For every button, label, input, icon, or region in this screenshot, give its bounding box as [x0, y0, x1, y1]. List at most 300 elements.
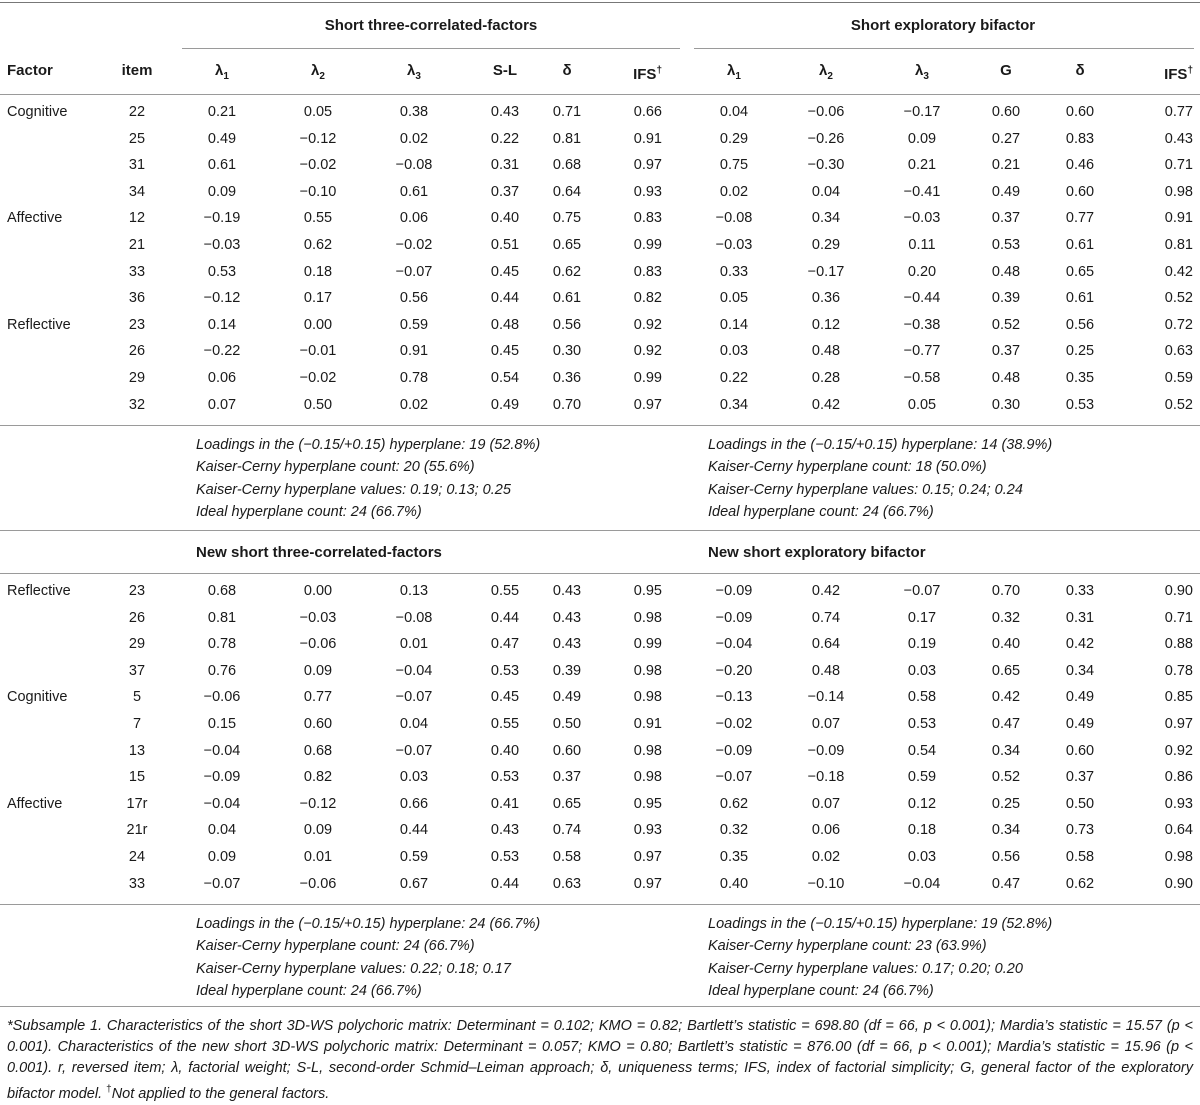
item-number: 33	[128, 263, 146, 280]
table-cell: −0.04	[903, 875, 941, 892]
table-cell: 0.63	[552, 875, 582, 892]
table-cell: −0.22	[203, 343, 241, 360]
table-cell: 0.52	[1164, 290, 1193, 307]
table-cell: 0.14	[719, 316, 749, 333]
item-number: 25	[128, 130, 146, 147]
section-title-rule	[0, 573, 1200, 574]
table-cell: 0.40	[490, 742, 520, 759]
table-cell: 0.60	[1065, 183, 1095, 200]
hyperplane-stat: Loadings in the (−0.15/+0.15) hyperplane: 19 (52.8%)	[708, 916, 1053, 932]
table-cell: 0.49	[991, 183, 1021, 200]
table-cell: 0.90	[1164, 875, 1193, 892]
column-header: $\lambda_1$	[215, 62, 229, 82]
group-header-short-exploratory-bifactor: Short exploratory bifactor	[850, 17, 1036, 34]
table-cell: −0.07	[395, 263, 433, 280]
table-cell: 0.37	[490, 183, 520, 200]
item-number: 21	[128, 237, 146, 253]
table-cell: 0.56	[552, 316, 582, 333]
table-cell: 0.27	[991, 130, 1021, 147]
table-cell: 0.43	[490, 822, 520, 839]
table-cell: 0.77	[1164, 104, 1193, 120]
table-cell: 0.70	[991, 583, 1021, 599]
factor-label: Cognitive	[7, 689, 68, 706]
table-cell: 0.00	[303, 583, 333, 599]
factor-label: Cognitive	[7, 104, 68, 120]
table-cell: 0.52	[991, 316, 1021, 333]
table-cell: 0.44	[399, 822, 429, 839]
table-cell: 0.71	[552, 104, 582, 120]
item-number: 32	[128, 396, 146, 413]
table-cell: 0.44	[490, 875, 520, 892]
hyperplane-stat: Loadings in the (−0.15/+0.15) hyperplane: 14 (38.9%)	[708, 437, 1053, 453]
table-cell: −0.10	[807, 875, 845, 892]
column-header: IFS†	[1164, 65, 1193, 83]
table-cell: 0.54	[490, 370, 520, 386]
table-cell: 0.03	[907, 662, 937, 679]
table-cell: 0.53	[991, 237, 1021, 253]
table-cell: 0.83	[633, 263, 662, 280]
table-cell: −0.41	[903, 183, 941, 200]
table-cell: −0.13	[715, 689, 753, 706]
column-header: Factor	[7, 62, 53, 79]
table-cell: −0.09	[715, 609, 753, 626]
table-cell: 0.43	[552, 636, 582, 653]
table-cell: 0.44	[490, 290, 520, 307]
table-cell: −0.38	[903, 316, 941, 333]
item-number: 17r	[126, 795, 148, 812]
table-cell: 0.74	[552, 822, 582, 839]
table-cell: −0.04	[203, 742, 241, 759]
section-rule	[0, 904, 1200, 905]
table-cell: 0.81	[552, 130, 582, 147]
bottom-rule	[0, 1006, 1200, 1007]
table-cell: 0.55	[303, 210, 333, 227]
column-header: S-L	[492, 62, 518, 79]
table-cell: 0.33	[719, 263, 749, 280]
table-cell: 0.90	[1164, 583, 1193, 599]
table-cell: 0.68	[552, 157, 582, 174]
table-cell: 0.46	[1065, 157, 1095, 174]
table-cell: 0.49	[552, 689, 582, 706]
table-cell: 0.59	[907, 769, 937, 786]
table-cell: 0.09	[207, 849, 237, 865]
table-cell: 0.93	[633, 822, 662, 839]
table-cell: 0.60	[303, 716, 333, 732]
table-cell: 0.65	[552, 237, 582, 253]
table-cell: 0.49	[1065, 689, 1095, 706]
item-number: 13	[128, 742, 146, 759]
table-cell: −0.04	[715, 636, 753, 653]
table-cell: 0.95	[633, 583, 662, 599]
column-header: δ	[562, 62, 572, 79]
table-cell: 0.38	[399, 104, 429, 120]
top-rule	[0, 2, 1200, 3]
table-cell: −0.02	[395, 237, 433, 253]
table-cell: 0.37	[552, 769, 582, 786]
table-cell: −0.30	[807, 157, 845, 174]
table-cell: 0.98	[633, 769, 662, 786]
table-cell: −0.14	[807, 689, 845, 706]
table-cell: −0.07	[203, 875, 241, 892]
table-cell: 0.41	[490, 795, 520, 812]
table-cell: −0.02	[299, 157, 337, 174]
table-cell: 0.37	[1065, 769, 1095, 786]
table-cell: 0.05	[719, 290, 749, 307]
table-cell: −0.19	[203, 210, 241, 227]
table-cell: 0.81	[207, 609, 237, 626]
table-cell: 0.50	[303, 396, 333, 413]
table-cell: 0.47	[991, 716, 1021, 732]
table-cell: 0.61	[1065, 237, 1095, 253]
section-rule	[0, 425, 1200, 426]
hyperplane-stat: Loadings in the (−0.15/+0.15) hyperplane: 24 (66.7%)	[196, 916, 541, 932]
table-cell: 0.12	[907, 795, 937, 812]
table-cell: 0.53	[907, 716, 937, 732]
table-cell: −0.08	[395, 157, 433, 174]
table-cell: 0.99	[633, 370, 662, 386]
table-cell: 0.22	[719, 370, 749, 386]
item-number: 34	[128, 183, 146, 200]
table-cell: 0.65	[1065, 263, 1095, 280]
table-cell: 0.61	[207, 157, 237, 174]
column-header: $\lambda_3$	[915, 62, 929, 82]
item-number: 26	[128, 609, 146, 626]
item-number: 29	[128, 636, 146, 653]
table-cell: 0.04	[719, 104, 749, 120]
table-cell: 0.61	[1065, 290, 1095, 307]
table-cell: 0.62	[1065, 875, 1095, 892]
table-cell: 0.25	[991, 795, 1021, 812]
table-cell: 0.00	[303, 316, 333, 333]
table-cell: −0.03	[903, 210, 941, 227]
table-cell: 0.91	[399, 343, 429, 360]
table-cell: 0.02	[399, 396, 429, 413]
item-number: 24	[128, 849, 146, 865]
table-cell: 0.21	[991, 157, 1021, 174]
table-cell: 0.39	[552, 662, 582, 679]
table-cell: 0.82	[633, 290, 662, 307]
item-number: 22	[128, 104, 146, 120]
hyperplane-stat: Ideal hyperplane count: 24 (66.7%)	[708, 982, 934, 999]
table-cell: 0.58	[1065, 849, 1095, 865]
table-cell: 0.52	[1164, 396, 1193, 413]
table-cell: 0.60	[1065, 742, 1095, 759]
table-cell: 0.42	[811, 583, 841, 599]
table-cell: 0.45	[490, 343, 520, 360]
table-cell: 0.04	[207, 822, 237, 839]
table-cell: 0.65	[552, 795, 582, 812]
table-cell: 0.64	[1164, 822, 1193, 839]
table-cell: 0.45	[490, 263, 520, 280]
table-cell: 0.42	[991, 689, 1021, 706]
table-cell: 0.91	[633, 716, 662, 732]
table-cell: 0.55	[490, 716, 520, 732]
table-cell: 0.64	[552, 183, 582, 200]
table-cell: 0.42	[1164, 263, 1193, 280]
table-cell: 0.43	[552, 583, 582, 599]
table-cell: 0.59	[399, 849, 429, 865]
table-cell: 0.83	[1065, 130, 1095, 147]
table-cell: 0.34	[991, 742, 1021, 759]
table-cell: 0.33	[1065, 583, 1095, 599]
table-cell: 0.62	[303, 237, 333, 253]
table-cell: 0.22	[490, 130, 520, 147]
table-cell: 0.98	[1164, 183, 1193, 200]
table-cell: 0.78	[399, 370, 429, 386]
item-number: 23	[128, 583, 146, 599]
table-cell: 0.49	[1065, 716, 1095, 732]
section-divider	[0, 530, 1200, 531]
table-cell: 0.28	[811, 370, 841, 386]
table-cell: −0.03	[299, 609, 337, 626]
table-cell: 0.98	[1164, 849, 1193, 865]
table-cell: 0.56	[1065, 316, 1095, 333]
table-cell: 0.01	[399, 636, 429, 653]
header-rule	[0, 94, 1200, 95]
table-cell: −0.06	[203, 689, 241, 706]
table-cell: 0.98	[633, 689, 662, 706]
table-cell: −0.07	[395, 689, 433, 706]
table-cell: 0.03	[907, 849, 937, 865]
table-cell: −0.03	[715, 237, 753, 253]
table-cell: −0.03	[203, 237, 241, 253]
table-cell: 0.48	[490, 316, 520, 333]
hyperplane-stat: Kaiser-Cerny hyperplane values: 0.15; 0.24; 0.24	[708, 481, 1023, 498]
table-cell: 0.93	[633, 183, 662, 200]
table-cell: 0.35	[1065, 370, 1095, 386]
table-cell: 0.60	[552, 742, 582, 759]
table-cell: 0.40	[991, 636, 1021, 653]
item-number: 29	[128, 370, 146, 386]
table-cell: 0.36	[552, 370, 582, 386]
table-cell: 0.65	[991, 662, 1021, 679]
table-cell: 0.97	[633, 396, 662, 413]
table-cell: 0.09	[907, 130, 937, 147]
hyperplane-stat: Ideal hyperplane count: 24 (66.7%)	[196, 982, 422, 999]
column-header: $\lambda_2$	[311, 62, 325, 82]
table-cell: −0.07	[395, 742, 433, 759]
table-cell: 0.48	[991, 370, 1021, 386]
item-number: 5	[132, 689, 142, 706]
item-number: 15	[128, 769, 146, 786]
table-cell: 0.97	[633, 157, 662, 174]
table-cell: 0.77	[1065, 210, 1095, 227]
table-cell: 0.97	[633, 849, 662, 865]
table-cell: 0.30	[991, 396, 1021, 413]
hyperplane-stat: Kaiser-Cerny hyperplane count: 23 (63.9%)	[708, 938, 987, 955]
table-cell: 0.67	[399, 875, 429, 892]
table-cell: 0.56	[399, 290, 429, 307]
table-cell: 0.74	[811, 609, 841, 626]
table-cell: −0.12	[203, 290, 241, 307]
table-cell: 0.71	[1164, 609, 1193, 626]
table-cell: 0.48	[811, 662, 841, 679]
table-cell: 0.34	[1065, 662, 1095, 679]
table-cell: −0.10	[299, 183, 337, 200]
factor-label: Reflective	[7, 316, 71, 333]
table-cell: −0.07	[903, 583, 941, 599]
table-cell: 0.40	[490, 210, 520, 227]
table-cell: 0.91	[633, 130, 662, 147]
table-cell: 0.32	[991, 609, 1021, 626]
table-cell: 0.07	[811, 795, 841, 812]
table-cell: 0.92	[633, 316, 662, 333]
table-cell: 0.71	[1164, 157, 1193, 174]
table-cell: 0.97	[1164, 716, 1193, 732]
table-cell: 0.06	[811, 822, 841, 839]
table-cell: 0.92	[633, 343, 662, 360]
table-cell: 0.43	[552, 609, 582, 626]
table-cell: 0.44	[490, 609, 520, 626]
table-cell: 0.91	[1164, 210, 1193, 227]
table-cell: 0.29	[719, 130, 749, 147]
table-cell: 0.02	[399, 130, 429, 147]
table-cell: 0.42	[811, 396, 841, 413]
table-cell: 0.86	[1164, 769, 1193, 786]
table-cell: 0.39	[991, 290, 1021, 307]
table-cell: 0.21	[907, 157, 937, 174]
table-cell: 0.60	[991, 104, 1021, 120]
table-cell: 0.32	[719, 822, 749, 839]
table-cell: 0.75	[552, 210, 582, 227]
column-header: δ	[1075, 62, 1085, 79]
item-number: 33	[128, 875, 146, 892]
column-header: item	[121, 62, 153, 79]
table-cell: 0.05	[303, 104, 333, 120]
section-title-new-short-exploratory-bifactor: New short exploratory bifactor	[708, 544, 926, 561]
table-cell: 0.92	[1164, 742, 1193, 759]
column-header: $\lambda_2$	[819, 62, 833, 82]
table-cell: 0.17	[907, 609, 937, 626]
table-cell: 0.53	[490, 849, 520, 865]
table-cell: 0.49	[207, 130, 237, 147]
table-cell: 0.58	[552, 849, 582, 865]
table-cell: 0.62	[552, 263, 582, 280]
table-cell: 0.53	[490, 662, 520, 679]
table-cell: 0.93	[1164, 795, 1193, 812]
table-cell: 0.66	[399, 795, 429, 812]
table-cell: 0.55	[490, 583, 520, 599]
table-cell: 0.29	[811, 237, 841, 253]
hyperplane-stat: Loadings in the (−0.15/+0.15) hyperplane: 19 (52.8%)	[196, 437, 541, 453]
table-cell: 0.81	[1164, 237, 1193, 253]
table-cell: 0.18	[907, 822, 937, 839]
table-cell: −0.01	[299, 343, 337, 360]
table-cell: 0.64	[811, 636, 841, 653]
table-cell: 0.98	[633, 609, 662, 626]
table-cell: 0.37	[991, 210, 1021, 227]
table-cell: 0.07	[811, 716, 841, 732]
table-cell: 0.76	[207, 662, 237, 679]
table-cell: −0.06	[807, 104, 845, 120]
hyperplane-stat: Kaiser-Cerny hyperplane count: 20 (55.6%)	[196, 459, 475, 476]
table-cell: 0.36	[811, 290, 841, 307]
table-cell: 0.58	[907, 689, 937, 706]
item-number: 21r	[126, 822, 148, 839]
table-cell: −0.20	[715, 662, 753, 679]
table-cell: 0.73	[1065, 822, 1095, 839]
table-cell: 0.68	[303, 742, 333, 759]
table-cell: 0.48	[811, 343, 841, 360]
table-cell: 0.78	[1164, 662, 1193, 679]
factor-label: Reflective	[7, 583, 71, 599]
table-cell: 0.03	[399, 769, 429, 786]
table-cell: 0.59	[1164, 370, 1193, 386]
table-cell: −0.77	[903, 343, 941, 360]
table-cell: −0.08	[395, 609, 433, 626]
table-cell: −0.17	[807, 263, 845, 280]
table-cell: 0.18	[303, 263, 333, 280]
table-cell: 0.77	[303, 689, 333, 706]
hyperplane-stat: Ideal hyperplane count: 24 (66.7%)	[708, 503, 934, 520]
column-header: IFS†	[633, 65, 662, 83]
table-cell: −0.09	[203, 769, 241, 786]
table-cell: 0.61	[552, 290, 582, 307]
table-cell: 0.15	[207, 716, 237, 732]
table-cell: 0.70	[552, 396, 582, 413]
table-cell: −0.06	[299, 636, 337, 653]
table-cell: 0.61	[399, 183, 429, 200]
table-cell: 0.51	[490, 237, 520, 253]
table-cell: −0.12	[299, 795, 337, 812]
table-cell: 0.20	[907, 263, 937, 280]
table-cell: 0.48	[991, 263, 1021, 280]
group-underline-left	[182, 48, 680, 49]
table-cell: −0.02	[715, 716, 753, 732]
table-cell: 0.07	[207, 396, 237, 413]
factor-label: Affective	[7, 210, 63, 227]
item-number: 23	[128, 316, 146, 333]
table-cell: 0.75	[719, 157, 749, 174]
table-cell: 0.34	[719, 396, 749, 413]
table-cell: 0.06	[207, 370, 237, 386]
table-cell: 0.95	[633, 795, 662, 812]
table-cell: −0.04	[395, 662, 433, 679]
table-cell: 0.50	[1065, 795, 1095, 812]
table-cell: −0.26	[807, 130, 845, 147]
table-cell: 0.43	[490, 104, 520, 120]
table-cell: −0.09	[807, 742, 845, 759]
table-cell: 0.53	[490, 769, 520, 786]
table-cell: 0.99	[633, 636, 662, 653]
item-number: 26	[128, 343, 146, 360]
table-cell: 0.59	[399, 316, 429, 333]
hyperplane-stat: Ideal hyperplane count: 24 (66.7%)	[196, 503, 422, 520]
table-cell: 0.02	[811, 849, 841, 865]
table-footnote	[7, 1016, 1193, 1105]
hyperplane-stat: Kaiser-Cerny hyperplane values: 0.17; 0.20; 0.20	[708, 960, 1023, 977]
table-cell: 0.97	[633, 875, 662, 892]
table-cell: 0.82	[303, 769, 333, 786]
table-cell: 0.11	[908, 237, 936, 253]
table-cell: 0.12	[811, 316, 841, 333]
table-cell: −0.02	[299, 370, 337, 386]
hyperplane-stat: Kaiser-Cerny hyperplane values: 0.22; 0.18; 0.17	[196, 960, 511, 977]
table-cell: 0.49	[490, 396, 520, 413]
column-header: $\lambda_3$	[407, 62, 421, 82]
table-cell: −0.12	[299, 130, 337, 147]
table-cell: 0.31	[490, 157, 520, 174]
table-cell: 0.09	[303, 662, 333, 679]
table-cell: 0.78	[207, 636, 237, 653]
table-cell: 0.63	[1164, 343, 1193, 360]
table-cell: 0.47	[490, 636, 520, 653]
column-header: G	[1000, 62, 1012, 79]
table-cell: −0.04	[203, 795, 241, 812]
table-cell: 0.50	[552, 716, 582, 732]
table-cell: −0.06	[299, 875, 337, 892]
column-header: $\lambda_1$	[727, 62, 741, 82]
